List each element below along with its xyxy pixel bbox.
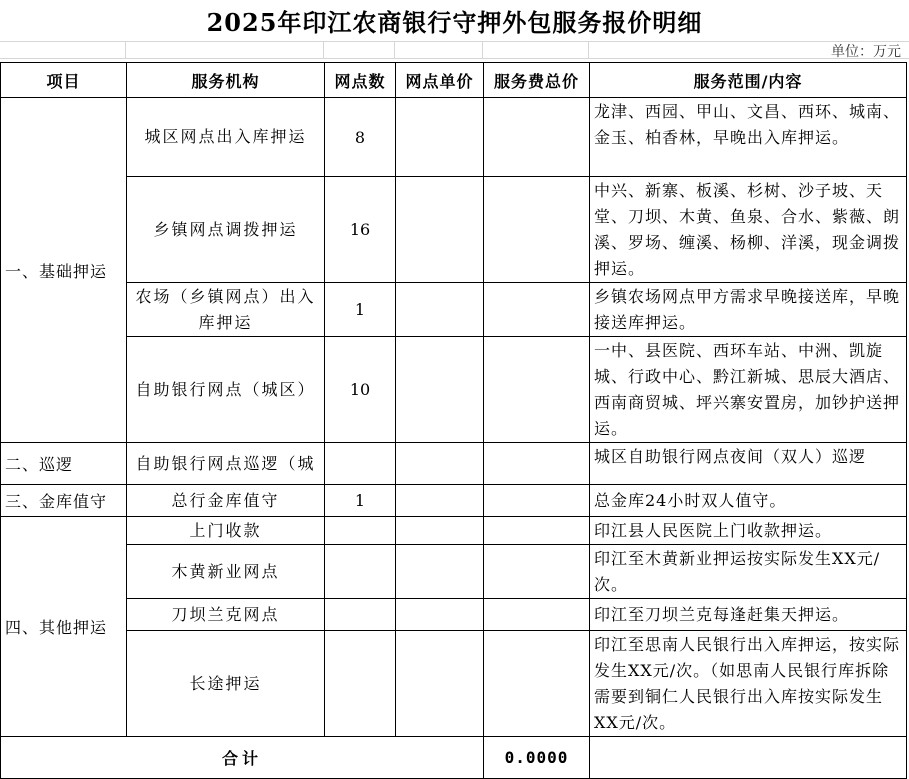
total-value[interactable]: 0.0000 (484, 737, 590, 779)
unit-label: 单位：万元 (831, 44, 901, 60)
total-label[interactable]: 合计 (1, 737, 484, 779)
total-fee-cell[interactable] (484, 599, 590, 631)
org-cell[interactable]: 总行金库值守 (127, 485, 325, 517)
scope-cell[interactable]: 龙津、西园、甲山、文昌、西环、城南、金玉、柏香林，早晚出入库押运。 (590, 98, 907, 177)
header-unit-price[interactable]: 网点单价 (396, 63, 484, 98)
count-cell[interactable]: 16 (325, 177, 396, 283)
org-cell[interactable]: 农场（乡镇网点）出入库押运 (127, 283, 325, 337)
unit-price-cell[interactable] (396, 443, 484, 485)
count-cell[interactable]: 1 (325, 485, 396, 517)
table-row (1, 631, 907, 737)
count-cell[interactable]: 1 (325, 283, 396, 337)
org-cell[interactable]: 上门收款 (127, 517, 325, 545)
quote-table (0, 62, 907, 779)
section-other[interactable]: 四、其他押运 (1, 517, 127, 737)
header-org[interactable]: 服务机构 (127, 63, 325, 98)
unit-price-cell[interactable] (396, 177, 484, 283)
count-cell[interactable] (325, 443, 396, 485)
org-cell[interactable]: 城区网点出入库押运 (127, 98, 325, 177)
org-cell[interactable]: 刀坝兰克网点 (127, 599, 325, 631)
header-item[interactable]: 项目 (1, 63, 127, 98)
count-cell[interactable] (325, 545, 396, 599)
header-count[interactable]: 网点数 (325, 63, 396, 98)
scope-cell[interactable]: 总金库24小时双人值守。 (590, 485, 907, 517)
unit-price-cell[interactable] (396, 599, 484, 631)
count-cell[interactable] (325, 599, 396, 631)
unit-price-cell[interactable] (396, 98, 484, 177)
count-cell[interactable] (325, 517, 396, 545)
count-cell[interactable] (325, 631, 396, 737)
blank-grid-row (0, 42, 909, 59)
total-fee-cell[interactable] (484, 337, 590, 443)
section-basic[interactable]: 一、基础押运 (1, 98, 127, 443)
scope-cell[interactable]: 印江至刀坝兰克每逢赶集天押运。 (590, 599, 907, 631)
table-row (1, 599, 907, 631)
section-patrol[interactable]: 二、巡逻 (1, 443, 127, 485)
total-fee-cell[interactable] (484, 631, 590, 737)
total-fee-cell[interactable] (484, 517, 590, 545)
table-row (1, 337, 907, 443)
scope-cell[interactable]: 城区自助银行网点夜间（双人）巡逻 (590, 443, 907, 485)
total-fee-cell[interactable] (484, 177, 590, 283)
unit-price-cell[interactable] (396, 485, 484, 517)
table-row (1, 283, 907, 337)
table-row (1, 98, 907, 177)
unit-price-cell[interactable] (396, 631, 484, 737)
org-cell[interactable] (127, 443, 325, 485)
scope-cell[interactable]: 印江县人民医院上门收款押运。 (590, 517, 907, 545)
unit-price-cell[interactable] (396, 283, 484, 337)
org-cell[interactable]: 自助银行网点（城区） (127, 337, 325, 443)
scope-cell[interactable]: 中兴、新寨、板溪、杉树、沙子坡、天堂、刀坝、木黄、鱼泉、合水、紫薇、朗溪、罗场、缠溪、杨柳、洋溪，现金调拨押运。 (590, 177, 907, 283)
unit-price-cell[interactable] (396, 337, 484, 443)
section-vault[interactable]: 三、金库值守 (1, 485, 127, 517)
header-scope[interactable]: 服务范围/内容 (590, 63, 907, 98)
header-total-fee[interactable]: 服务费总价 (484, 63, 590, 98)
total-fee-cell[interactable] (484, 98, 590, 177)
table-row (1, 443, 907, 485)
sheet-title: 2025年印江农商银行守押外包服务报价明细 (0, 0, 909, 42)
scope-cell[interactable]: 印江至木黄新业押运按实际发生XX元/次。 (590, 545, 907, 599)
scope-cell[interactable]: 一中、县医院、西环车站、中洲、凯旋城、行政中心、黔江新城、思辰大酒店、西南商贸城、坪兴寨安置房，加钞护送押运。 (590, 337, 907, 443)
org-cell-text: 自助银行网点巡逻（城 (135, 453, 316, 473)
total-scope-cell[interactable] (590, 737, 907, 779)
org-cell[interactable]: 木黄新业网点 (127, 545, 325, 599)
table-row (1, 545, 907, 599)
unit-price-cell[interactable] (396, 517, 484, 545)
total-fee-cell[interactable] (484, 443, 590, 485)
total-fee-cell[interactable] (484, 283, 590, 337)
org-cell[interactable]: 长途押运 (127, 631, 325, 737)
total-row (1, 737, 907, 779)
org-cell[interactable]: 乡镇网点调拨押运 (127, 177, 325, 283)
table-row (1, 485, 907, 517)
total-fee-cell[interactable] (484, 485, 590, 517)
unit-price-cell[interactable] (396, 545, 484, 599)
count-cell[interactable]: 8 (325, 98, 396, 177)
table-row (1, 517, 907, 545)
table-row (1, 177, 907, 283)
scope-cell[interactable]: 乡镇农场网点甲方需求早晚接送库，早晚接送库押运。 (590, 283, 907, 337)
header-row (1, 63, 907, 98)
scope-cell[interactable]: 印江至思南人民银行出入库押运，按实际发生XX元/次。（如思南人民银行库拆除需要到铜仁人民银行出入库按实际发生XX元/次。 (590, 631, 907, 737)
count-cell[interactable]: 10 (325, 337, 396, 443)
total-fee-cell[interactable] (484, 545, 590, 599)
